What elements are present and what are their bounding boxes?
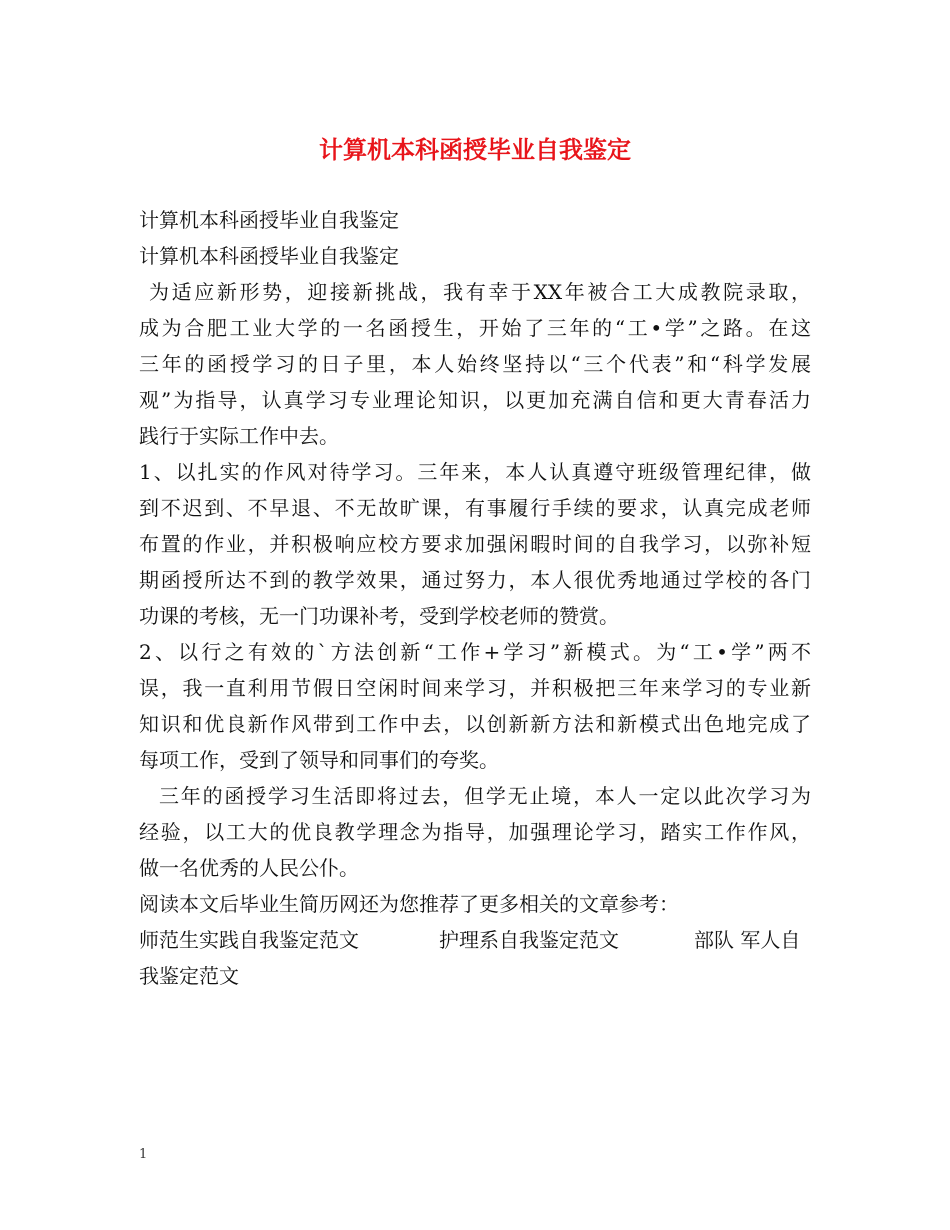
paragraph-line: 做一名优秀的人民公仆。 [139,856,359,880]
paragraph-line: 三年的函授学习的日子里，本人始终坚持以“三个代表”和“科学发展 [139,352,811,376]
related-link[interactable]: 部队 军人自 [694,928,801,952]
paragraph-line: 经验，以工大的优良教学理念为指导，加强理论学习，踏实工作作风， [139,820,811,844]
document-title: 计算机本科函授毕业自我鉴定 [319,136,631,164]
related-link[interactable]: 护理系自我鉴定范文 [439,928,619,952]
paragraph-line: 期函授所达不到的教学效果，通过努力，本人很优秀地通过学校的各门 [139,568,811,592]
paragraph-line: 践行于实际工作中去。 [139,424,339,448]
paragraph-line: 功课的考核，无一门功课补考，受到学校老师的赞赏。 [139,604,619,628]
paragraph-line: 2、以行之有效的`方法创新“工作+学习”新模式。为“工•学”两不 [139,640,811,664]
paragraph-line: 1、以扎实的作风对待学习。三年来，本人认真遵守班级管理纪律，做 [139,460,811,484]
related-link[interactable]: 师范生实践自我鉴定范文 [139,928,359,952]
paragraph-line: 误，我一直利用节假日空闲时间来学习，并积极把三年来学习的专业新 [139,676,811,700]
paragraph-line: 知识和优良新作风带到工作中去，以创新新方法和新模式出色地完成了 [139,712,811,736]
document-body [139,202,811,994]
paragraph-line: 为适应新形势，迎接新挑战，我有幸于XX年被合工大成教院录取， [149,280,811,304]
paragraph-line: 每项工作，受到了领导和同事们的夸奖。 [139,748,499,772]
subtitle-line: 计算机本科函授毕业自我鉴定 [139,244,399,268]
recommendation-intro: 阅读本文后毕业生简历网还为您推荐了更多相关的文章参考： [139,892,679,916]
paragraph-line: 三年的函授学习生活即将过去，但学无止境，本人一定以此次学习为 [159,784,811,808]
paragraph-line: 布置的作业，并积极响应校方要求加强闲暇时间的自我学习，以弥补短 [139,532,811,556]
subtitle-line: 计算机本科函授毕业自我鉴定 [139,208,399,232]
page-number: 1 [139,1147,148,1162]
paragraph-line: 到不迟到、不早退、不无故旷课，有事履行手续的要求，认真完成老师 [139,496,811,520]
paragraph-line: 成为合肥工业大学的一名函授生，开始了三年的“工•学”之路。在这 [139,316,811,340]
paragraph-line: 观”为指导，认真学习专业理论知识，以更加充满自信和更大青春活力 [139,388,811,412]
related-link-wrap[interactable]: 我鉴定范文 [139,964,239,988]
related-links [139,922,811,958]
